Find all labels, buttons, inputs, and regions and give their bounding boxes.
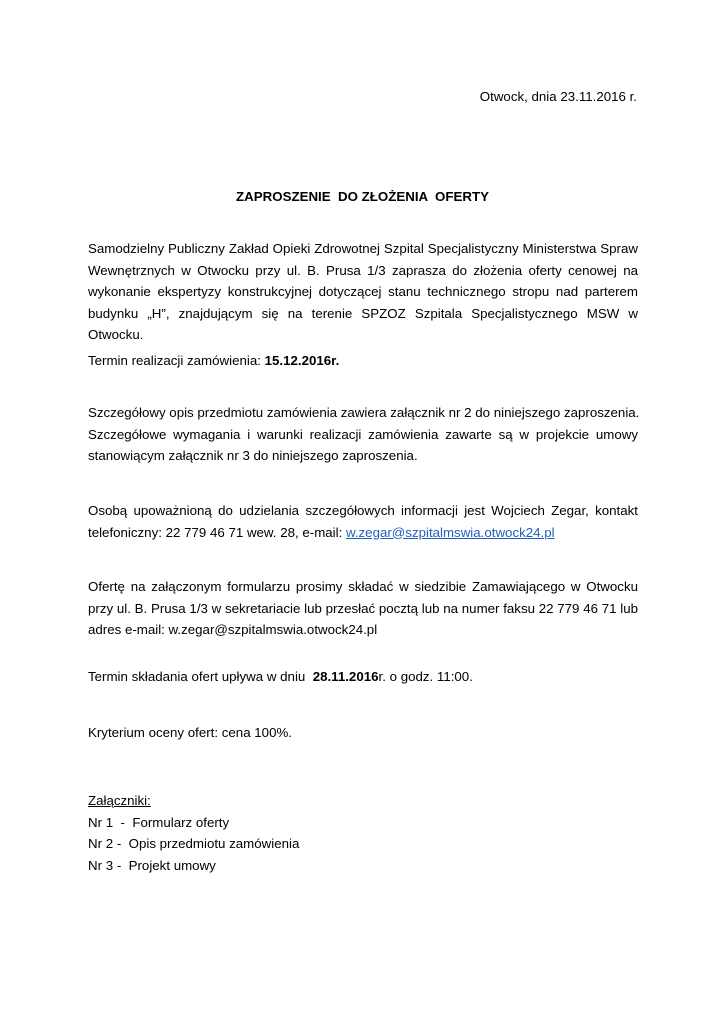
document-title-text: ZAPROSZENIE DO ZŁOŻENIA OFERTY <box>236 189 489 204</box>
attachment-item: Nr 1 - Formularz oferty <box>88 814 230 830</box>
deadline-suffix: r. o godz. 11:00. <box>378 669 473 684</box>
description-line-2: Szczegółowe wymagania i warunki realizacji zamówienia zawarte są w projekcie umowy stanowiącym załącznik nr 3 do niniejszego zaproszenia. <box>88 426 638 463</box>
attachment-item: Nr 3 - Projekt umowy <box>88 857 216 873</box>
description-line-1: Szczegółowy opis przedmiotu zamówienia zawiera załącznik nr 2 do niniejszego zaproszenia. <box>88 405 640 420</box>
contact-text: Osobą upoważnioną do udzielania szczegółowych informacji jest Wojciech Zegar, kontakt telefoniczny: 22 779 46 71 wew. 28, e-mail: <box>88 503 638 540</box>
deadline-label: Termin składania ofert upływa w dniu <box>88 669 313 684</box>
document-title <box>0 189 725 204</box>
deadline-paragraph <box>88 666 638 688</box>
description-paragraph <box>88 402 638 467</box>
attachments-section <box>88 790 638 876</box>
realization-paragraph <box>88 350 638 372</box>
criterion-paragraph: Kryterium oceny ofert: cena 100%. <box>88 725 292 740</box>
date-line: Otwock, dnia 23.11.2016 r. <box>479 89 637 104</box>
attachment-item: Nr 2 - Opis przedmiotu zamówienia <box>88 836 300 851</box>
deadline-date: 28.11.2016 <box>312 669 379 684</box>
realization-label: Termin realizacji zamówienia: <box>88 353 265 368</box>
contact-email-link[interactable]: w.zegar@szpitalmswia.otwock24.pl <box>345 524 555 540</box>
intro-paragraph: Samodzielny Publiczny Zakład Opieki Zdrowotnej Szpital Specjalistyczny Ministerstwa Spraw Wewnętrznych w Otwocku przy ul. B. Prusa 1/3 zaprasza do złożenia oferty cenowej na wykonanie ekspertyzy konstrukcyjnej dotyczącej stanu technicznego stropu nad parterem budynku „H”, znajdującym się na terenie SPZOZ Szpitala Specjalistycznego MSW w Otwocku. <box>88 241 638 342</box>
submission-paragraph: Ofertę na załączonym formularzu prosimy składać w siedzibie Zamawiającego w Otwocku przy ul. B. Prusa 1/3 w sekretariacie lub przesłać pocztą lub na numer faksu 22 779 46 71 lub adres e-mail: w.zegar@szpitalmswia.otwock24.pl <box>88 579 638 637</box>
contact-paragraph <box>88 500 638 543</box>
attachments-heading: Załączniki: <box>88 793 151 808</box>
realization-date: 15.12.2016r. <box>264 353 340 368</box>
